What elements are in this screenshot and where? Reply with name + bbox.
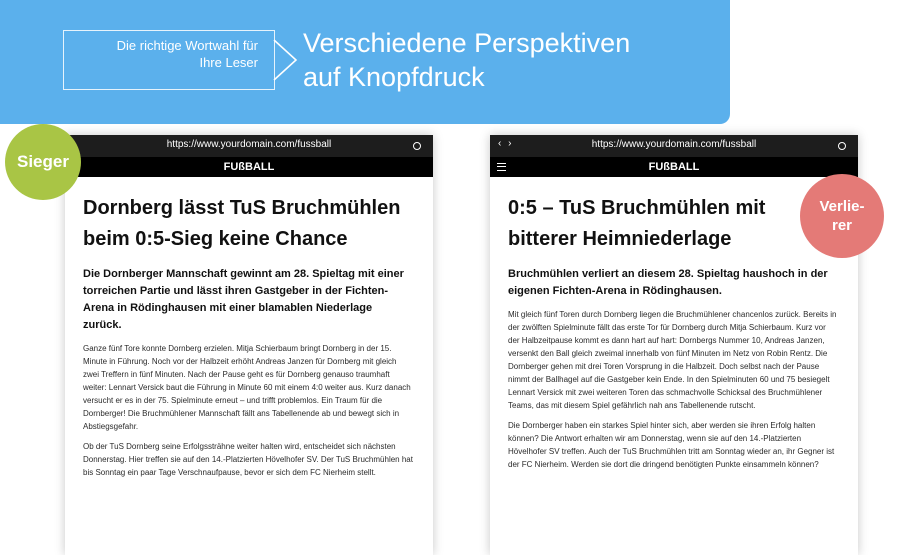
chevron-right-icon (271, 32, 301, 88)
article-paragraph: Mit gleich fünf Toren durch Dornberg liegen die Bruchmühlener chancenlos zurück. Bereits in der zwölften Spielminute fällt das erste Tor für Dornberg durch Mitja Schierbaum. Kurz vor der Halbzeitpause kommt es dann hart auf hart: Dornbergs Nummer 10, Andreas Janzen, versenkt den Ball gleich zweimal innerhalb von fünf Minuten im Netz von Robin Rentz. Die Dornberger gehen mit drei Toren Vorsprung in die Halbzeit. Doch selbst nach der Pause nimmt der Ballhagel auf die Gastgeber kein Ende. In den Spielminuten 60 und 75 besiegelt Lennart Versick mit zwei weiteren Toren das schmachvolle Schicksal des Bruchmühlener Teams, das mit diesem Spiel gefährlich nah ans Tabellenende rutscht. (508, 310, 837, 410)
tagline-box (63, 30, 275, 90)
article-paragraph: Ob der TuS Dornberg seine Erfolgssträhne weiter halten wird, entscheidet sich nächsten Donnerstag. Hier treffen sie auf den 14.-Platzierten Hövelhofer SV. Der TuS Bruchmühlen hat bis Sonntag ein paar Tage Verschnaufpause, bevor er sich dem FC Nierheim stellt. (83, 442, 413, 477)
winner-badge: Sieger (5, 124, 81, 200)
section-label: FUßBALL (223, 161, 275, 173)
article-paragraph: Ganze fünf Tore konnte Dornberg erzielen. Mitja Schierbaum bringt Dornberg in der 15. Minute in Führung. Noch vor der Halbzeit erhöht Andreas Janzen für Dornberg mit gleich zwei Treffern in fünf Minuten. Nach der Pause geht es für Dornberg genauso traumhaft weiter: Lennart Versick baut die Führung in Minute 60 mit einem 4:0 weiter aus. Kurz danach versucht er es in der 75. Spielminute erneut – und trifft problemlos. Ein Traum für die Dornberger! Die Bruchmühlener Mannschaft fällt ans Tabellenende ab und bewegt sich in Abstiegsgefahr. (83, 344, 411, 431)
hamburger-menu-icon[interactable] (497, 163, 506, 171)
browser-url-bar[interactable] (490, 135, 858, 157)
reload-icon[interactable] (838, 142, 846, 150)
article-title: 0:5 – TuS Bruchmühlen mit bitterer Heimniederlage (508, 197, 766, 250)
hero-banner (0, 0, 730, 124)
browser-url-bar[interactable] (65, 135, 433, 157)
article-lead: Die Dornberger Mannschaft gewinnt am 28. Spieltag mit einer torreichen Partie und lässt ihren Gastgeber in der Fichten-Arena in Rödinghausen mit einer blamablen Niederlage zurück. (83, 268, 404, 331)
section-header (490, 157, 858, 177)
article-paragraph: Die Dornberger haben ein starkes Spiel hinter sich, aber werden sie ihren Erfolg halten können? Die Antwort erhalten wir am Donnerstag, wenn sie auf den 14.-Platzierten Hövelhofer SV treffen. Auch der TuS Bruchmühlen tritt am Sonntag wieder an, ihr Gegner ist der FC Nierheim. Werden sie dort die dringend benötigten Punkte einsammeln können? (508, 421, 835, 469)
article-lead: Bruchmühlen verliert an diesem 28. Spieltag haushoch in der eigenen Fichten-Arena in Rödinghausen. (508, 268, 828, 297)
banner-headline: Verschiedene Perspektiven auf Knopfdruck (303, 28, 631, 92)
article (508, 193, 838, 478)
phone-mockup-winner (65, 135, 433, 555)
reload-icon[interactable] (413, 142, 421, 150)
nav-arrows-icon[interactable]: ‹ › (498, 138, 514, 149)
article (83, 193, 413, 486)
article-title: Dornberg lässt TuS Bruchmühlen beim 0:5-Sieg keine Chance (83, 197, 401, 250)
url-text: https://www.yourdomain.com/fussball (166, 139, 332, 150)
section-header (65, 157, 433, 177)
loser-badge: Verlie- rer (800, 174, 884, 258)
tagline-text: Die richtige Wortwahl für Ihre Leser (116, 38, 258, 70)
url-text: https://www.yourdomain.com/fussball (591, 139, 757, 150)
section-label: FUßBALL (648, 161, 700, 173)
